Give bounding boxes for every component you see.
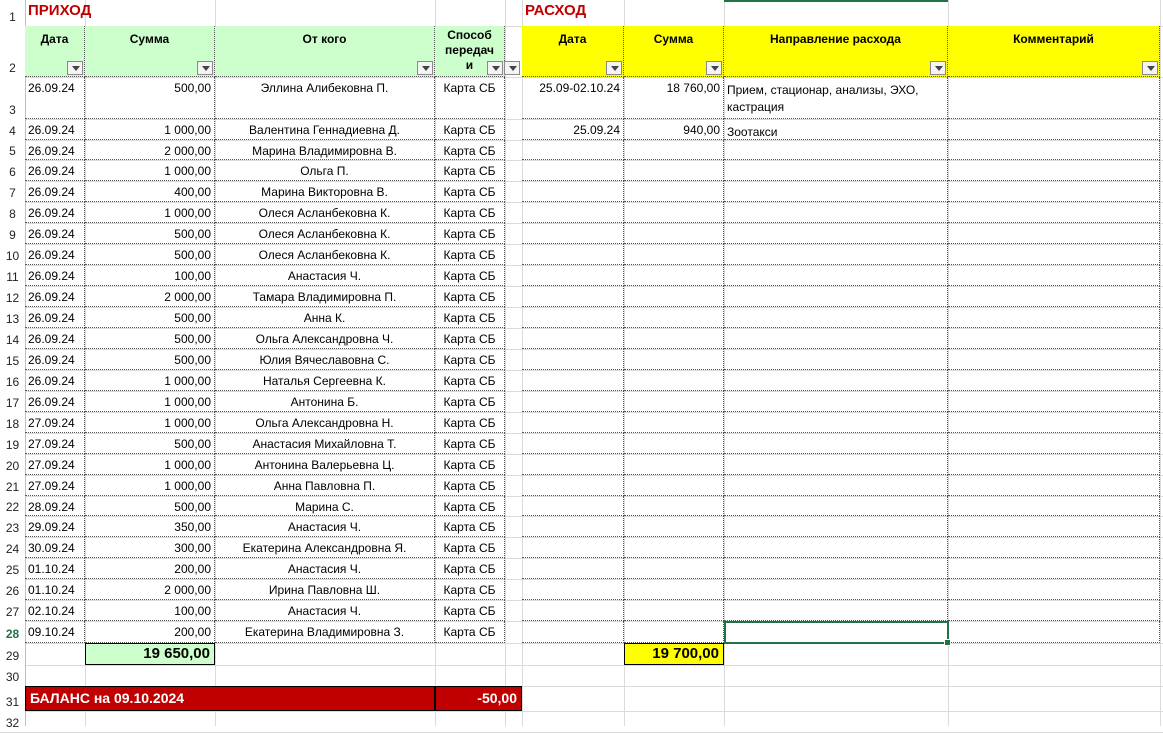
row-number: 9	[9, 228, 16, 242]
income-cell[interactable]: 1 000,00	[85, 370, 215, 391]
row-number: 31	[5, 695, 20, 709]
filter-dropdown-button[interactable]	[197, 61, 213, 75]
income-cell[interactable]: 01.10.24	[25, 558, 85, 579]
income-cell[interactable]: 27.09.24	[25, 454, 85, 475]
income-cell[interactable]: 29.09.24	[25, 516, 85, 537]
income-cell[interactable]: Карта СБ	[435, 328, 505, 349]
income-cell[interactable]: Анастасия Ч.	[215, 558, 435, 579]
expense-cell[interactable]	[724, 223, 948, 244]
income-cell[interactable]: Карта СБ	[435, 286, 505, 307]
income-cell[interactable]: 400,00	[85, 181, 215, 202]
expense-cell[interactable]	[948, 160, 1160, 181]
income-cell[interactable]: 27.09.24	[25, 412, 85, 433]
filter-dropdown-button[interactable]	[504, 61, 520, 75]
income-cell[interactable]: 2 000,00	[85, 579, 215, 600]
expense-total[interactable]: 19 700,00	[624, 643, 724, 665]
income-cell[interactable]: 1 000,00	[85, 202, 215, 223]
expense-cell[interactable]	[724, 475, 948, 496]
gridline-horizontal	[0, 711, 1163, 712]
income-cell[interactable]: Карта СБ	[435, 119, 505, 140]
income-cell[interactable]: Карта СБ	[435, 558, 505, 579]
expense-cell[interactable]	[624, 140, 724, 160]
expense-cell[interactable]: Прием, стационар, анализы, ЭХО, кастрация	[724, 77, 948, 119]
expense-cell[interactable]	[522, 160, 624, 181]
row-number: 16	[5, 375, 20, 389]
expense-header-2[interactable]: Направление расхода	[724, 26, 948, 77]
income-cell[interactable]: Анастасия Ч.	[215, 516, 435, 537]
expense-cell[interactable]	[522, 328, 624, 349]
income-cell[interactable]: 26.09.24	[25, 370, 85, 391]
income-cell[interactable]: 500,00	[85, 223, 215, 244]
income-cell[interactable]: 09.10.24	[25, 621, 85, 643]
expense-cell[interactable]	[522, 307, 624, 328]
row-number: 21	[5, 480, 20, 494]
row-number: 23	[5, 521, 20, 535]
expense-cell[interactable]	[724, 370, 948, 391]
income-cell[interactable]: Карта СБ	[435, 307, 505, 328]
expense-cell[interactable]	[948, 579, 1160, 600]
expense-cell[interactable]	[522, 140, 624, 160]
balance-value[interactable]: -50,00	[435, 686, 522, 711]
row-number: 15	[5, 354, 20, 368]
filter-dropdown-button[interactable]	[930, 61, 946, 75]
row-number: 27	[5, 605, 20, 619]
expense-cell[interactable]: Зоотакси	[724, 119, 948, 140]
row-number: 19	[5, 438, 20, 452]
row-number: 26	[5, 584, 20, 598]
income-cell[interactable]: 26.09.24	[25, 286, 85, 307]
expense-cell[interactable]	[724, 516, 948, 537]
expense-cell[interactable]	[724, 349, 948, 370]
income-cell[interactable]: Карта СБ	[435, 516, 505, 537]
expense-cell[interactable]	[624, 244, 724, 265]
income-cell[interactable]: Ольга П.	[215, 160, 435, 181]
income-cell[interactable]: 1 000,00	[85, 119, 215, 140]
income-header-1[interactable]: Сумма	[85, 26, 215, 77]
income-header-2[interactable]: От кого	[215, 26, 435, 77]
income-cell[interactable]: Наталья Сергеевна К.	[215, 370, 435, 391]
filter-dropdown-button[interactable]	[606, 61, 622, 75]
expense-cell[interactable]	[948, 223, 1160, 244]
income-cell[interactable]: Карта СБ	[435, 77, 505, 119]
row-number: 3	[9, 103, 16, 117]
expense-cell[interactable]: 25.09.24	[522, 119, 624, 140]
expense-header-1[interactable]: Сумма	[624, 26, 724, 77]
income-cell[interactable]: Эллина Алибековна П.	[215, 77, 435, 119]
expense-cell[interactable]	[948, 307, 1160, 328]
row-number: 14	[5, 333, 20, 347]
expense-cell[interactable]	[522, 496, 624, 516]
income-cell[interactable]: 500,00	[85, 328, 215, 349]
expense-cell[interactable]	[624, 391, 724, 412]
income-cell[interactable]: 26.09.24	[25, 160, 85, 181]
income-cell[interactable]: 26.09.24	[25, 244, 85, 265]
income-cell[interactable]: Карта СБ	[435, 454, 505, 475]
expense-cell[interactable]	[624, 223, 724, 244]
expense-cell[interactable]	[522, 370, 624, 391]
income-cell[interactable]: Карта СБ	[435, 265, 505, 286]
row-number: 24	[5, 542, 20, 556]
income-cell[interactable]: Анастасия Ч.	[215, 600, 435, 621]
row-number: 29	[5, 649, 20, 663]
row-number: 28	[5, 627, 20, 641]
expense-cell[interactable]	[624, 433, 724, 454]
income-header-3[interactable]: Способ передачи	[435, 26, 505, 77]
income-cell[interactable]: Валентина Геннадиевна Д.	[215, 119, 435, 140]
expense-cell[interactable]	[624, 454, 724, 475]
expense-cell[interactable]	[624, 160, 724, 181]
income-cell[interactable]: Карта СБ	[435, 621, 505, 643]
income-cell[interactable]: Карта СБ	[435, 349, 505, 370]
expense-cell[interactable]	[724, 265, 948, 286]
income-cell[interactable]: 500,00	[85, 77, 215, 119]
expense-cell[interactable]	[522, 202, 624, 223]
income-cell[interactable]: Екатерина Александровна Я.	[215, 537, 435, 558]
expense-cell[interactable]	[948, 119, 1160, 140]
row-number: 1	[9, 10, 16, 24]
expense-cell[interactable]	[948, 328, 1160, 349]
income-cell[interactable]: 100,00	[85, 600, 215, 621]
expense-cell[interactable]	[724, 433, 948, 454]
expense-cell[interactable]	[624, 370, 724, 391]
expense-cell[interactable]	[724, 579, 948, 600]
row-number: 20	[5, 459, 20, 473]
expense-cell[interactable]	[624, 496, 724, 516]
expense-cell[interactable]	[624, 621, 724, 643]
income-cell[interactable]: 100,00	[85, 265, 215, 286]
selected-column-indicator	[724, 0, 948, 2]
income-cell[interactable]: Анна Павловна П.	[215, 475, 435, 496]
income-cell[interactable]: 200,00	[85, 621, 215, 643]
expense-cell[interactable]	[948, 181, 1160, 202]
row-number: 4	[9, 124, 16, 138]
income-cell[interactable]: Карта СБ	[435, 370, 505, 391]
income-cell[interactable]: 2 000,00	[85, 140, 215, 160]
expense-cell[interactable]	[624, 516, 724, 537]
income-cell[interactable]: Олеся Асланбековна К.	[215, 223, 435, 244]
filter-dropdown-button[interactable]	[487, 61, 503, 75]
expense-cell[interactable]	[624, 537, 724, 558]
income-cell[interactable]: 26.09.24	[25, 265, 85, 286]
income-cell[interactable]: 26.09.24	[25, 223, 85, 244]
expense-cell[interactable]	[624, 349, 724, 370]
expense-cell[interactable]	[724, 140, 948, 160]
expense-cell[interactable]	[724, 412, 948, 433]
gridline-horizontal	[0, 665, 1163, 666]
expense-cell[interactable]	[624, 265, 724, 286]
expense-cell[interactable]	[948, 433, 1160, 454]
income-cell[interactable]: Карта СБ	[435, 412, 505, 433]
expense-cell[interactable]	[522, 621, 624, 643]
row-number: 8	[9, 207, 16, 221]
expense-cell[interactable]	[948, 244, 1160, 265]
income-cell[interactable]: 26.09.24	[25, 181, 85, 202]
expense-cell[interactable]	[948, 349, 1160, 370]
filter-dropdown-button[interactable]	[1142, 61, 1158, 75]
income-cell[interactable]: Карта СБ	[435, 475, 505, 496]
income-cell[interactable]: Марина Викторовна В.	[215, 181, 435, 202]
expense-cell[interactable]	[724, 286, 948, 307]
expense-cell[interactable]	[724, 454, 948, 475]
income-cell[interactable]: 01.10.24	[25, 579, 85, 600]
row-number: 32	[5, 716, 20, 730]
expense-cell[interactable]	[724, 391, 948, 412]
expense-header-0[interactable]: Дата	[522, 26, 624, 77]
expense-cell[interactable]	[724, 244, 948, 265]
income-cell[interactable]: 1 000,00	[85, 160, 215, 181]
income-cell[interactable]: Карта СБ	[435, 140, 505, 160]
income-cell[interactable]: Карта СБ	[435, 202, 505, 223]
income-cell[interactable]: 1 000,00	[85, 391, 215, 412]
expense-cell[interactable]	[948, 537, 1160, 558]
expense-cell[interactable]	[624, 286, 724, 307]
expense-cell[interactable]	[724, 307, 948, 328]
row-number: 11	[6, 270, 19, 284]
expense-title[interactable]: РАСХОД	[525, 2, 587, 19]
expense-cell[interactable]	[948, 454, 1160, 475]
income-cell[interactable]: 27.09.24	[25, 433, 85, 454]
expense-cell[interactable]	[724, 328, 948, 349]
expense-cell[interactable]	[948, 286, 1160, 307]
expense-cell[interactable]	[522, 265, 624, 286]
row-number: 10	[5, 249, 20, 263]
expense-cell[interactable]	[522, 433, 624, 454]
row-number: 5	[9, 144, 16, 158]
expense-cell[interactable]	[724, 558, 948, 579]
expense-cell[interactable]	[522, 516, 624, 537]
income-cell[interactable]: 30.09.24	[25, 537, 85, 558]
expense-cell[interactable]	[624, 181, 724, 202]
income-cell[interactable]: 26.09.24	[25, 349, 85, 370]
row-number: 7	[9, 186, 16, 200]
expense-cell[interactable]	[624, 202, 724, 223]
income-cell[interactable]: Ольга Александровна Н.	[215, 412, 435, 433]
income-cell[interactable]: 27.09.24	[25, 475, 85, 496]
income-cell[interactable]: Анна К.	[215, 307, 435, 328]
income-cell[interactable]: Тамара Владимировна П.	[215, 286, 435, 307]
income-cell[interactable]: Юлия Вячеславовна С.	[215, 349, 435, 370]
expense-cell[interactable]	[624, 558, 724, 579]
income-cell[interactable]: 300,00	[85, 537, 215, 558]
row-number: 2	[9, 61, 16, 75]
row-number: 22	[5, 500, 20, 514]
income-cell[interactable]: 200,00	[85, 558, 215, 579]
expense-cell[interactable]	[948, 621, 1160, 643]
expense-header-3[interactable]: Комментарий	[948, 26, 1160, 77]
income-cell[interactable]: Анастасия Ч.	[215, 265, 435, 286]
income-cell[interactable]: Екатерина Владимировна З.	[215, 621, 435, 643]
expense-cell[interactable]	[948, 140, 1160, 160]
income-cell[interactable]: Карта СБ	[435, 160, 505, 181]
income-cell[interactable]: Антонина Валерьевна Ц.	[215, 454, 435, 475]
filter-dropdown-button[interactable]	[706, 61, 722, 75]
income-cell[interactable]: 26.09.24	[25, 119, 85, 140]
income-cell[interactable]: 2 000,00	[85, 286, 215, 307]
expense-cell[interactable]	[522, 391, 624, 412]
income-cell[interactable]: 500,00	[85, 496, 215, 516]
income-cell[interactable]: Карта СБ	[435, 537, 505, 558]
income-cell[interactable]: 26.09.24	[25, 77, 85, 119]
expense-cell[interactable]	[522, 454, 624, 475]
row-number: 13	[5, 312, 20, 326]
income-cell[interactable]: 350,00	[85, 516, 215, 537]
expense-cell[interactable]	[522, 475, 624, 496]
expense-cell[interactable]	[948, 558, 1160, 579]
expense-cell[interactable]	[522, 349, 624, 370]
income-cell[interactable]: 500,00	[85, 307, 215, 328]
expense-cell[interactable]	[948, 516, 1160, 537]
row-number: 12	[5, 291, 20, 305]
row-number: 30	[5, 670, 20, 684]
income-cell[interactable]: Марина С.	[215, 496, 435, 516]
income-cell[interactable]: Карта СБ	[435, 181, 505, 202]
income-cell[interactable]: 02.10.24	[25, 600, 85, 621]
expense-cell[interactable]	[724, 496, 948, 516]
expense-cell[interactable]	[948, 77, 1160, 119]
expense-cell[interactable]	[522, 412, 624, 433]
income-cell[interactable]: 500,00	[85, 349, 215, 370]
expense-cell[interactable]	[624, 307, 724, 328]
balance-label[interactable]: БАЛАНС на 09.10.2024	[25, 686, 435, 711]
expense-cell[interactable]	[522, 286, 624, 307]
expense-cell[interactable]	[724, 600, 948, 621]
row-number: 18	[5, 417, 20, 431]
income-cell[interactable]: 26.09.24	[25, 202, 85, 223]
expense-cell[interactable]	[724, 202, 948, 223]
income-cell[interactable]: 1 000,00	[85, 454, 215, 475]
income-title[interactable]: ПРИХОД	[28, 2, 92, 19]
expense-cell[interactable]	[522, 181, 624, 202]
row-number: 25	[5, 563, 20, 577]
income-cell[interactable]: Карта СБ	[435, 496, 505, 516]
selected-cell[interactable]	[724, 621, 949, 644]
gridline-vertical	[1160, 0, 1161, 726]
expense-cell[interactable]	[624, 579, 724, 600]
income-cell[interactable]: Карта СБ	[435, 579, 505, 600]
income-cell[interactable]: Марина Владимировна В.	[215, 140, 435, 160]
income-cell[interactable]: 26.09.24	[25, 391, 85, 412]
expense-cell[interactable]	[624, 328, 724, 349]
expense-cell[interactable]	[948, 265, 1160, 286]
income-cell[interactable]: Карта СБ	[435, 433, 505, 454]
income-cell[interactable]: Карта СБ	[435, 600, 505, 621]
expense-cell[interactable]	[948, 600, 1160, 621]
row-number: 6	[9, 165, 16, 179]
income-cell[interactable]: Карта СБ	[435, 391, 505, 412]
expense-cell[interactable]	[948, 202, 1160, 223]
income-cell[interactable]: Карта СБ	[435, 244, 505, 265]
income-cell[interactable]: Ирина Павловна Ш.	[215, 579, 435, 600]
income-cell[interactable]: 26.09.24	[25, 140, 85, 160]
expense-cell[interactable]	[724, 160, 948, 181]
expense-cell[interactable]	[724, 181, 948, 202]
filter-dropdown-button[interactable]	[417, 61, 433, 75]
expense-cell[interactable]	[522, 558, 624, 579]
expense-cell[interactable]	[522, 244, 624, 265]
expense-cell[interactable]	[948, 391, 1160, 412]
income-cell[interactable]: 28.09.24	[25, 496, 85, 516]
income-cell[interactable]: 500,00	[85, 433, 215, 454]
expense-cell[interactable]	[948, 370, 1160, 391]
income-cell[interactable]: 1 000,00	[85, 475, 215, 496]
expense-cell[interactable]	[948, 475, 1160, 496]
income-cell[interactable]: Ольга Александровна Ч.	[215, 328, 435, 349]
expense-cell[interactable]: 940,00	[624, 119, 724, 140]
expense-cell[interactable]	[948, 412, 1160, 433]
income-cell[interactable]: Анастасия Михайловна Т.	[215, 433, 435, 454]
gridline-vertical	[505, 0, 506, 726]
expense-cell[interactable]: 18 760,00	[624, 77, 724, 119]
expense-cell[interactable]	[624, 412, 724, 433]
expense-cell[interactable]	[724, 537, 948, 558]
expense-cell[interactable]: 25.09-02.10.24	[522, 77, 624, 119]
expense-cell[interactable]	[624, 600, 724, 621]
expense-cell[interactable]	[522, 537, 624, 558]
row-number: 17	[5, 396, 20, 410]
income-header-0[interactable]: Дата	[25, 26, 85, 77]
expense-cell[interactable]	[522, 223, 624, 244]
income-cell[interactable]: Карта СБ	[435, 223, 505, 244]
income-cell[interactable]: 500,00	[85, 244, 215, 265]
expense-cell[interactable]	[624, 475, 724, 496]
expense-cell[interactable]	[522, 600, 624, 621]
income-total[interactable]: 19 650,00	[85, 643, 215, 665]
income-cell[interactable]: 1 000,00	[85, 412, 215, 433]
income-cell[interactable]: 26.09.24	[25, 307, 85, 328]
income-cell[interactable]: Антонина Б.	[215, 391, 435, 412]
income-cell[interactable]: Олеся Асланбековна К.	[215, 244, 435, 265]
expense-cell[interactable]	[948, 496, 1160, 516]
filter-dropdown-button[interactable]	[67, 61, 83, 75]
income-cell[interactable]: Олеся Асланбековна К.	[215, 202, 435, 223]
expense-cell[interactable]	[522, 579, 624, 600]
income-cell[interactable]: 26.09.24	[25, 328, 85, 349]
